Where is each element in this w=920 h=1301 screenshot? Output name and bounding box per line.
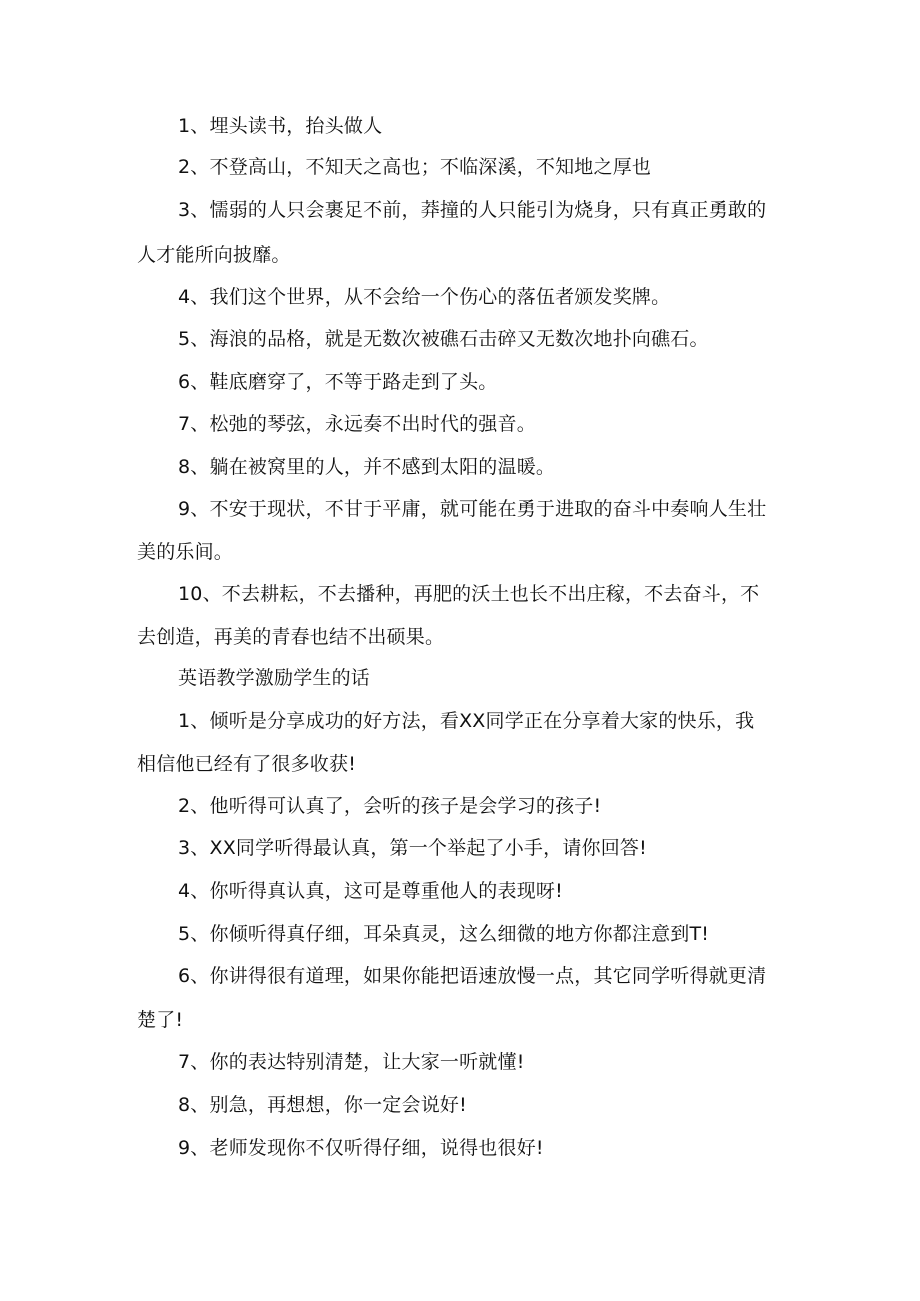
item-10-line-1: 10、不去耕耘，不去播种，再肥的沃土也长不出庄稼，不去奋斗，不 xyxy=(178,583,760,605)
item-2-line-1: 2、不登高山，不知天之高也；不临深溪，不知地之厚也 xyxy=(178,156,652,178)
item-3-line-1: 3、懦弱的人只会裹足不前，莽撞的人只能引为烧身，只有真正勇敢的 xyxy=(178,199,767,221)
tip-6-line-2: 楚了! xyxy=(137,1009,184,1031)
item-7-line-1: 7、松弛的琴弦，永远奏不出时代的强音。 xyxy=(178,413,536,435)
tip-2-line-1: 2、他听得可认真了，会听的孩子是会学习的孩子! xyxy=(178,795,602,817)
tip-7-line-1: 7、你的表达特别清楚，让大家一听就懂! xyxy=(178,1051,525,1073)
item-9-line-2: 美的乐间。 xyxy=(137,541,234,563)
tip-5-line-1: 5、你倾听得真仔细，耳朵真灵，这么细微的地方你都注意到T! xyxy=(178,923,710,945)
section-heading: 英语教学激励学生的话 xyxy=(178,667,371,689)
item-6-line-1: 6、鞋底磨穿了，不等于路走到了头。 xyxy=(178,371,498,393)
item-10-line-2: 去创造，再美的青春也结不出硕果。 xyxy=(137,626,445,648)
item-4-line-1: 4、我们这个世界，从不会给一个伤心的落伍者颁发奖牌。 xyxy=(178,286,671,308)
tip-3-line-1: 3、XX同学听得最认真，第一个举起了小手，请你回答! xyxy=(178,837,647,859)
tip-6-line-1: 6、你讲得很有道理，如果你能把语速放慢一点，其它同学听得就更清 xyxy=(178,965,767,987)
tip-8-line-1: 8、别急，再想想，你一定会说好! xyxy=(178,1094,467,1116)
item-9-line-1: 9、不安于现状，不甘于平庸，就可能在勇于进取的奋斗中奏响人生壮 xyxy=(178,498,767,520)
item-8-line-1: 8、躺在被窝里的人，并不感到太阳的温暖。 xyxy=(178,456,556,478)
tip-4-line-1: 4、你听得真认真，这可是尊重他人的表现呀! xyxy=(178,880,563,902)
tip-9-line-1: 9、老师发现你不仅听得仔细，说得也很好! xyxy=(178,1137,544,1159)
item-5-line-1: 5、海浪的品格，就是无数次被礁石击碎又无数次地扑向礁石。 xyxy=(178,328,709,350)
tip-1-line-1: 1、倾听是分享成功的好方法，看XX同学正在分享着大家的快乐，我 xyxy=(178,710,755,732)
tip-1-line-2: 相信他已经有了很多收获! xyxy=(137,753,357,775)
item-1-line-1: 1、埋头读书，抬头做人 xyxy=(178,115,383,137)
item-3-line-2: 人才能所向披靡。 xyxy=(137,244,291,266)
